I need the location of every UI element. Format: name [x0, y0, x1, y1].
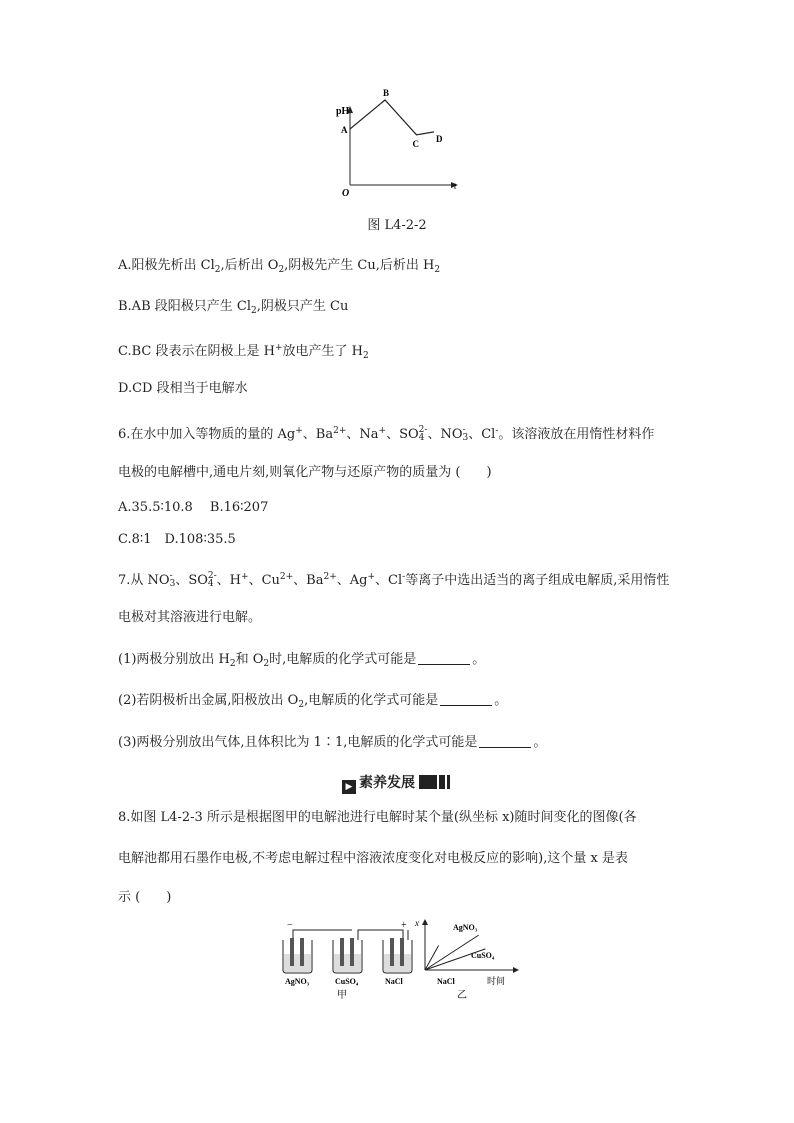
q5-option-d: D.CD 段相当于电解水: [118, 381, 248, 396]
x-axis-label: t: [454, 181, 457, 191]
q6-options-cd: C.8∶1 D.108∶35.5: [118, 532, 236, 547]
point-label-b: B: [383, 88, 390, 98]
label-jia: 甲: [337, 990, 347, 1001]
answer-blank-3[interactable]: [479, 735, 531, 748]
section-header: [0, 772, 794, 794]
figure-electrolysis: [275, 918, 525, 1000]
minus-terminal: −: [287, 920, 293, 931]
graph-y-arrow: [422, 919, 428, 925]
cell-label-3: NaCl: [385, 977, 403, 986]
answer-blank-2[interactable]: [440, 693, 492, 706]
ph-curve: [350, 100, 434, 135]
beaker-1: [283, 938, 312, 986]
beaker-2: [333, 938, 362, 986]
answer-blank-1[interactable]: [418, 652, 470, 665]
section-bars-decoration: [419, 775, 452, 793]
figure-caption-1: 图 L4-2-2: [367, 218, 427, 233]
series-label-3: NaCl: [437, 977, 455, 986]
point-label-c: C: [412, 138, 419, 149]
q8-line-3: 示 ( ): [118, 890, 172, 905]
q5-option-c: C.BC 段表示在阴极上是 H+放电产生了 $H_2$: [118, 343, 369, 361]
origin-label: O: [342, 188, 350, 199]
wire-mid: [358, 930, 403, 940]
q6-line-2: 电极的电解槽中,通电片刻,则氧化产物与还原产物的质量为 ( ): [118, 465, 492, 480]
section-title-text: 素养发展: [359, 775, 415, 791]
graph-x-label: 时间: [487, 976, 506, 986]
beaker-3: [383, 938, 412, 986]
q7-line-2: 电极对其溶液进行电解。: [118, 610, 262, 625]
y-axis-label: pH: [336, 106, 350, 117]
play-triangle-icon: ▶: [342, 780, 356, 794]
graph-x-arrow: [513, 967, 519, 973]
q6-line-1: 6.在水中加入等物质的量的 Ag+、$Ba^{2+}$、Na+、SO 2- 4 、NO - 3 、Cl-。该溶液放在用惰性材料作: [118, 425, 655, 443]
series-label-2: CuSO₄: [471, 951, 495, 960]
q5-option-b: B.AB 段阳极只产生 $Cl_2$,阴极只产生 Cu: [118, 299, 349, 316]
q7-sub-3: (3)两极分别放出气体,且体积比为 1∶1,电解质的化学式可能是 。: [118, 735, 547, 750]
q5-option-a: A.阳极先析出 $Cl_2$,后析出 $O_2$,阴极先产生 Cu,后析出 $H_2$: [118, 258, 441, 275]
label-yi: 乙: [457, 990, 467, 1001]
plus-terminal: +: [401, 920, 407, 931]
q7-sub-2: (2)若阴极析出金属,阳极放出 $O_2$,电解质的化学式可能是 。: [118, 693, 508, 710]
q7-line-1: 7.从 NO - 3 、SO 2- 4 、H+、$Cu^{2+}$、$Ba^{2+}$、Ag+、Cl-等离子中选出适当的离子组成电解质,采用惰性: [118, 571, 670, 589]
series-label-1: AgNO₃: [453, 923, 478, 932]
cell-label-2: CuSO₄: [335, 977, 359, 986]
cell-label-1: AgNO₃: [285, 977, 310, 986]
q8-line-2: 电解池都用石墨作电极,不考虑电解过程中溶液浓度变化对电极反应的影响),这个量 x 是表: [118, 851, 628, 866]
point-label-a: A: [341, 125, 348, 135]
q8-line-1: 8.如图 L4-2-3 所示是根据图甲的电解池进行电解时某个量(纵坐标 x)随时间变化的图像(各: [118, 810, 637, 825]
graph-y-label: x: [415, 918, 419, 928]
point-label-d: D: [436, 133, 443, 144]
figure-ph-graph: [330, 88, 470, 200]
q6-options-ab: A.35.5∶10.8 B.16∶207: [118, 500, 269, 515]
q7-sub-1: (1)两极分别放出 $H_2$和 $O_2$时,电解质的化学式可能是 。: [118, 652, 486, 669]
